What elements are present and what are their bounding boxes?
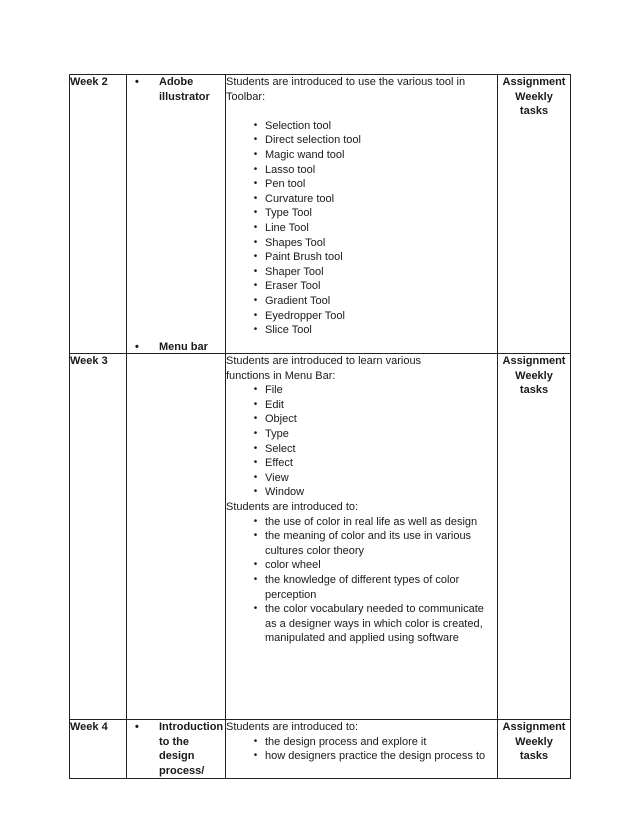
assessment-cell <box>498 75 571 354</box>
list-item: • Object <box>246 412 497 427</box>
list-item: • File <box>246 383 497 398</box>
list-item: • Type <box>246 427 497 442</box>
intro-line: Students are introduced to use the various tool in <box>226 76 466 88</box>
assessment-line: tasks <box>519 105 549 118</box>
list-item: • the use of color in real life as well as design <box>246 515 497 530</box>
list-item: • Direct selection tool <box>246 133 497 148</box>
list-item: • Curvature tool <box>246 192 497 207</box>
list-item: • Shapes Tool <box>246 236 497 251</box>
topic-text <box>159 75 225 104</box>
bullet-icon: • <box>253 221 258 233</box>
week-label-cell <box>70 720 127 779</box>
list-item: • Edit <box>246 398 497 413</box>
list-item: • the meaning of color and its use in various cultures color theory <box>246 529 497 558</box>
list-item: • color wheel <box>246 558 497 573</box>
syllabus-table <box>69 74 571 779</box>
topic-bullet-item <box>127 340 225 355</box>
list-item: • the knowledge of different types of color perception <box>246 573 497 602</box>
bullet-icon: • <box>253 457 258 469</box>
assessment-line: Weekly <box>515 90 553 103</box>
bullet-icon: • <box>253 148 258 160</box>
bullet-icon: • <box>253 398 258 410</box>
bullet-icon: • <box>253 735 258 747</box>
bullet-icon: • <box>253 384 258 396</box>
assessment-line: Weekly <box>515 735 553 748</box>
description-intro-2: Students are introduced to: <box>226 500 359 513</box>
bullet-icon: • <box>253 178 258 190</box>
bullet-icon: • <box>253 207 258 219</box>
design-process-list <box>226 735 497 764</box>
bullet-icon: • <box>253 559 258 571</box>
bullet-icon: • <box>253 603 258 615</box>
bullet-icon: • <box>253 324 258 336</box>
bullet-icon: • <box>253 294 258 306</box>
toolbar-tools-list <box>226 119 497 338</box>
bullet-icon: • <box>253 192 258 204</box>
intro-line: Toolbar: <box>226 90 266 103</box>
topic-line: Adobe <box>159 76 194 88</box>
list-item: • Pen tool <box>246 177 497 192</box>
list-item: • Gradient Tool <box>246 294 497 309</box>
bullet-icon: • <box>253 236 258 248</box>
topic-line: illustrator <box>159 90 210 103</box>
list-item: • Magic wand tool <box>246 148 497 163</box>
menu-bar-functions-list <box>226 383 497 500</box>
assessment-line: Assignment <box>502 355 566 367</box>
intro-line: functions in Menu Bar: <box>226 369 336 382</box>
list-item: • Effect <box>246 456 497 471</box>
list-item: • how designers practice the design process to <box>246 749 497 764</box>
week-label-cell <box>70 75 127 354</box>
topic-line: to the design <box>159 735 195 763</box>
description-cell <box>226 75 498 354</box>
bullet-icon: • <box>135 76 139 88</box>
assessment-cell <box>498 354 571 720</box>
list-item: • View <box>246 471 497 486</box>
color-topics-list <box>226 515 497 646</box>
bullet-icon: • <box>253 163 258 175</box>
week-label: Week 2 <box>70 76 108 88</box>
week-label: Week 3 <box>70 355 108 367</box>
assessment-line: Assignment <box>502 76 566 88</box>
list-item: • the color vocabulary needed to communicate as a designer ways in which color is created, manipulated and applied using software <box>246 602 497 646</box>
bullet-icon: • <box>253 530 258 542</box>
list-item: • Shaper Tool <box>246 265 497 280</box>
list-item: • Selection tool <box>246 119 497 134</box>
topic-text: Menu bar <box>159 341 208 353</box>
bullet-icon: • <box>253 573 258 585</box>
assessment-line: Weekly <box>515 369 553 382</box>
assessment-line: tasks <box>519 384 549 397</box>
list-item: • Lasso tool <box>246 163 497 178</box>
topic-text <box>159 720 225 778</box>
topic-cell <box>127 341 226 720</box>
list-item: • Slice Tool <box>246 323 497 338</box>
bullet-icon: • <box>253 427 258 439</box>
intro-line: Students are introduced to learn various <box>226 355 422 367</box>
description-cell <box>226 354 498 720</box>
bullet-icon: • <box>253 309 258 321</box>
topic-bullet-item <box>127 75 225 104</box>
assessment-line: tasks <box>519 750 549 763</box>
list-item: • Select <box>246 442 497 457</box>
table-row-week-4 <box>70 720 571 779</box>
bullet-icon: • <box>135 341 139 353</box>
topic-bullet-item <box>127 720 225 778</box>
list-item: • Type Tool <box>246 206 497 221</box>
assessment-line: Assignment <box>502 721 566 733</box>
bullet-icon: • <box>253 265 258 277</box>
description-intro <box>226 75 497 104</box>
bullet-icon: • <box>253 471 258 483</box>
list-item: • Line Tool <box>246 221 497 236</box>
description-cell <box>226 720 498 779</box>
assessment-cell <box>498 720 571 779</box>
description-intro: Students are introduced to: <box>226 721 359 733</box>
bullet-icon: • <box>135 721 139 733</box>
topic-cell <box>127 75 226 354</box>
table-row-week-2 <box>70 75 571 354</box>
bullet-icon: • <box>253 486 258 498</box>
list-item: • Paint Brush tool <box>246 250 497 265</box>
table-row-week-3 <box>70 354 571 720</box>
list-item: • Eyedropper Tool <box>246 309 497 324</box>
week-label-cell <box>70 354 127 720</box>
description-intro <box>226 354 497 383</box>
topic-line: Introduction <box>159 721 224 733</box>
list-item: • Window <box>246 485 497 500</box>
bullet-icon: • <box>253 515 258 527</box>
bullet-icon: • <box>253 119 258 131</box>
topic-cell <box>127 720 226 779</box>
topic-line: process/ <box>159 764 205 777</box>
week-label: Week 4 <box>70 721 108 733</box>
bullet-icon: • <box>253 134 258 146</box>
bullet-icon: • <box>253 750 258 762</box>
list-item: • Eraser Tool <box>246 279 497 294</box>
bullet-icon: • <box>253 442 258 454</box>
bullet-icon: • <box>253 280 258 292</box>
bullet-icon: • <box>253 413 258 425</box>
list-item: • the design process and explore it <box>246 735 497 750</box>
bullet-icon: • <box>253 251 258 263</box>
